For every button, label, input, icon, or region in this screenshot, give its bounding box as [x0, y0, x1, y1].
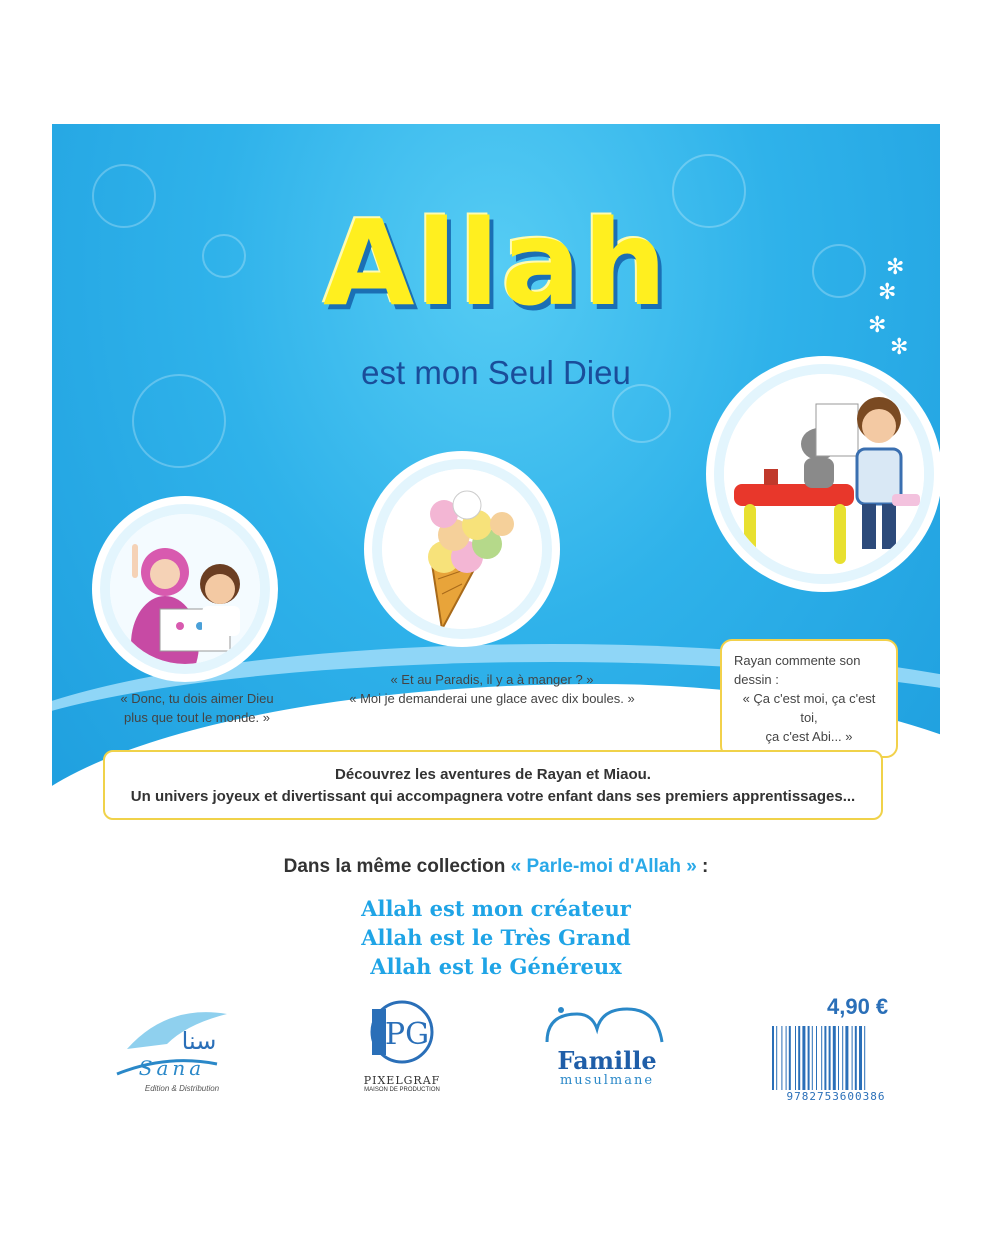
- barcode-bar: [789, 1026, 791, 1090]
- banner-line-1: Découvrez les aventures de Rayan et Miaou.: [335, 766, 651, 783]
- barcode-bar: [802, 1026, 805, 1090]
- star-icon: ✻: [886, 254, 905, 279]
- caption-line: Rayan commente son dessin :: [734, 653, 861, 687]
- barcode-bar: [821, 1026, 822, 1090]
- famille-musulmane-logo: [537, 1004, 677, 1104]
- barcode-bar: [772, 1026, 774, 1090]
- barcode-bar: [833, 1026, 836, 1090]
- illustration-boy-drawing: [724, 374, 924, 574]
- caption-left: [102, 689, 292, 727]
- barcode-bar: [845, 1026, 848, 1090]
- barcode-bar: [852, 1026, 853, 1090]
- barcode-bar: [795, 1026, 796, 1090]
- collection-title: Allah est mon créateur: [361, 896, 631, 921]
- caption-line: ça c'est Abi... »: [765, 729, 853, 744]
- bubble-decoration: [612, 384, 671, 443]
- pixelgraf-logo: [342, 999, 462, 1099]
- collection-titles: [52, 894, 940, 981]
- pixelgraf-name: PIXELGRAF: [363, 1074, 441, 1087]
- caption-line: « Donc, tu dois aimer Dieu: [120, 691, 274, 706]
- barcode-icon: [770, 1026, 902, 1092]
- sana-name: Sana: [138, 1056, 206, 1080]
- barcode-bar: [808, 1026, 810, 1090]
- caption-line: plus que tout le monde. »: [124, 710, 270, 725]
- barcode-bar: [829, 1026, 831, 1090]
- caption-middle: [342, 670, 642, 708]
- collection-series: « Parle-moi d'Allah »: [510, 856, 697, 877]
- caption-line: « Ça c'est moi, ça c'est toi,: [742, 691, 876, 725]
- collection-prefix: Dans la même collection: [283, 856, 506, 877]
- barcode-bar: [859, 1026, 862, 1090]
- barcode-bar: [812, 1026, 813, 1090]
- barcode-bar: [781, 1026, 782, 1090]
- collection-suffix: :: [696, 856, 709, 877]
- caption-line: « Moi je demanderai une glace avec dix boules. »: [349, 691, 635, 706]
- star-icon: ✻: [878, 279, 897, 304]
- isbn-number: 9782753600386: [786, 1090, 886, 1103]
- collection-title: Allah est le Généreux: [370, 954, 622, 979]
- barcode-bar: [786, 1026, 787, 1090]
- barcode-bar: [842, 1026, 843, 1090]
- book-title: Allah: [323, 194, 669, 332]
- banner-line-2: Un univers joyeux et divertissant qui accompagnera votre enfant dans ses premiers apprentissages...: [130, 788, 856, 805]
- sana-arabic: سنا: [181, 1027, 217, 1055]
- star-icon: ✻: [868, 312, 887, 337]
- collection-title: Allah est le Très Grand: [361, 925, 631, 950]
- book-back-cover: [52, 124, 940, 1179]
- famille-name: Famille: [557, 1046, 657, 1075]
- barcode-bar: [855, 1026, 857, 1090]
- barcode-bar: [824, 1026, 826, 1090]
- pixelgraf-tagline: MAISON DE PRODUCTION: [364, 1087, 440, 1093]
- sana-logo: [107, 1004, 237, 1104]
- collection-heading: [52, 856, 940, 878]
- pixelgraf-monogram: PG: [384, 1017, 430, 1052]
- caption-right: [720, 639, 898, 758]
- description-banner: [103, 750, 883, 820]
- famille-sub: musulmane: [559, 1073, 655, 1088]
- barcode-bar: [776, 1026, 777, 1090]
- caption-line: « Et au Paradis, il y a à manger ? »: [390, 672, 594, 687]
- barcode-bar: [838, 1026, 839, 1090]
- illustration-mother-child: [110, 514, 260, 664]
- sana-tagline: Edition & Distribution: [144, 1084, 220, 1093]
- price: 4,90 €: [827, 994, 889, 1019]
- barcode-bar: [864, 1026, 865, 1090]
- barcode-bar: [816, 1026, 817, 1090]
- barcode-bar: [798, 1026, 800, 1090]
- star-icon: ✻: [890, 334, 909, 359]
- book-subtitle: est mon Seul Dieu: [361, 354, 631, 391]
- illustration-ice-cream: [382, 469, 542, 629]
